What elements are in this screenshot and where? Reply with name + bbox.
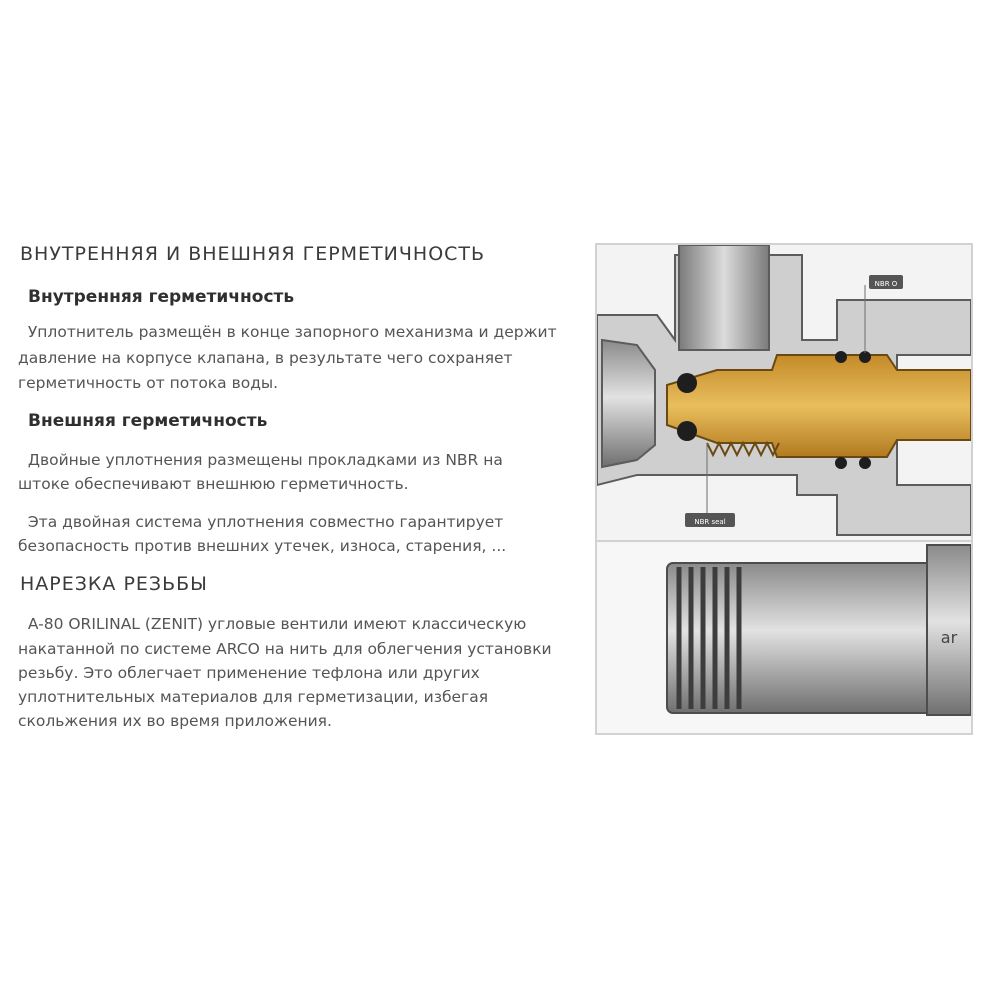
thread-line-1: A-80 ORILINAL (ZENIT) угловые вентили имеют классическую — [18, 615, 527, 633]
callout-top-label: NBR O — [874, 280, 898, 288]
external-seal-line-2: штоке обеспечивают внешнюю герметичность. — [18, 475, 409, 493]
internal-seal-line-3: герметичность от потока воды. — [18, 374, 279, 392]
section-title-seal: ВНУТРЕННЯЯ И ВНЕШНЯЯ ГЕРМЕТИЧНОСТЬ — [20, 243, 486, 265]
thread-line-3: резьбу. Это облегчает применение тефлона или других — [18, 664, 480, 682]
external-seal-line-1: Двойные уплотнения размещены прокладками из NBR на — [18, 451, 503, 469]
section-title-thread: НАРЕЗКА РЕЗЬБЫ — [20, 573, 208, 595]
brand-logo: ar — [940, 628, 958, 647]
external-seal-extra-line-1: Эта двойная система уплотнения совместно гарантирует — [18, 513, 504, 531]
thread-closeup-panel — [597, 543, 971, 733]
thread-line-5: скольжения их во время приложения. — [18, 712, 332, 730]
external-seal-extra-line-2: безопасность против внешних утечек, износа, старения, ... — [18, 537, 507, 555]
thread-line-2: накатанной по системе ARCO на нить для облегчения установки — [18, 640, 552, 658]
callout-bottom-label: NBR seal — [694, 518, 726, 526]
internal-seal-line-1: Уплотнитель размещён в конце запорного механизма и держит — [18, 323, 557, 341]
subheading-internal-seal: Внутренняя герметичность — [28, 287, 295, 307]
cross-section-panel — [597, 245, 971, 541]
subheading-external-seal: Внешняя герметичность — [28, 411, 268, 431]
internal-seal-line-2: давление на корпусе клапана, в результате чего сохраняет — [18, 349, 513, 367]
valve-illustration — [595, 243, 973, 735]
thread-line-4: уплотнительных материалов для герметизации, избегая — [18, 688, 489, 706]
valve-diagram — [597, 245, 971, 733]
